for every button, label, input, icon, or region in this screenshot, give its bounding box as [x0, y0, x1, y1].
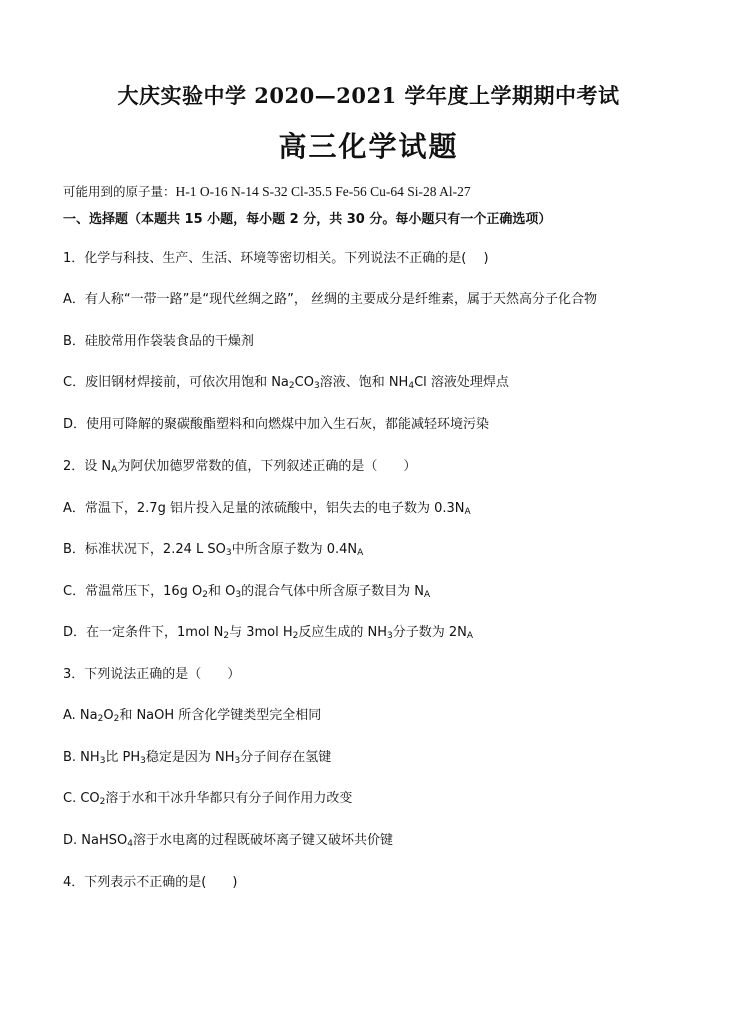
question-3-option-c: C. $CO_2$溶于水和干冰升华都只有分子间作用力改变	[63, 791, 353, 807]
question-3-stem: 3．下列说法正确的是（ ）	[63, 667, 241, 682]
atomic-masses-values: H-1 O-16 N-14 S-32 Cl-35.5 Fe-56 Cu-64 Si-28 Al-27	[175, 184, 471, 199]
question-2-option-c: C．常温常压下，16g $O_2$和 $O_3$的混合气体中所含原子数目为 $N_A$	[63, 584, 431, 600]
atomic-masses-line	[63, 183, 717, 201]
question-1-option-a: A．有人称“一带一路”是“现代丝绸之路”， 丝绸的主要成分是纤维素，属于天然高分子化合物	[63, 292, 597, 307]
question-2-option-b: B．标准状况下，2.24 L $SO_3$中所含原子数为 $0.4N_A$	[63, 542, 364, 558]
atomic-masses-label: 可能用到的原子量：	[63, 184, 176, 199]
question-2-stem: 2．设 $N_A$为阿伏加德罗常数的值，下列叙述正确的是（ ）	[63, 459, 417, 475]
question-4-stem: 4．下列表示不正确的是( )	[63, 875, 238, 890]
exam-title: 高三化学试题	[278, 130, 459, 163]
question-2-option-a: A．常温下，2.7g 铝片投入足量的浓硫酸中，铝失去的电子数为 $0.3N_A$	[63, 501, 471, 517]
question-3-option-b: B. $NH_3$比 $PH_3$稳定是因为 $NH_3$分子间存在氢键	[63, 750, 332, 766]
section-heading: 一、选择题（本题共 15 小题，每小题 2 分，共 30 分。每小题只有一个正确选项）	[63, 212, 552, 227]
question-1-option-b: B．硅胶常用作袋装食品的干燥剂	[63, 334, 254, 349]
school-exam-header: 大庆实验中学 2020—2021 学年度上学期期中考试	[117, 83, 620, 108]
question-1-option-d: D．使用可降解的聚碳酸酯塑料和向燃煤中加入生石灰，都能减轻环境污染	[63, 417, 490, 432]
question-1-option-c: C．废旧钢材焊接前，可依次用饱和 $Na_2CO_3$溶液、饱和 $NH_4Cl$ 溶液处理焊点	[63, 375, 509, 391]
question-3-option-a: A. $Na_2O_2$和 NaOH 所含化学键类型完全相同	[63, 708, 322, 724]
question-2-option-d: D．在一定条件下，1mol $N_2$与 3mol $H_2$反应生成的 $NH_3$分子数为 $2N_A$	[63, 625, 474, 641]
question-1-stem: 1．化学与科技、生产、生活、环境等密切相关。下列说法不正确的是( )	[63, 251, 489, 266]
question-3-option-d: D. NaHSO$_4$溶于水电离的过程既破坏离子键又破坏共价键	[63, 833, 393, 849]
